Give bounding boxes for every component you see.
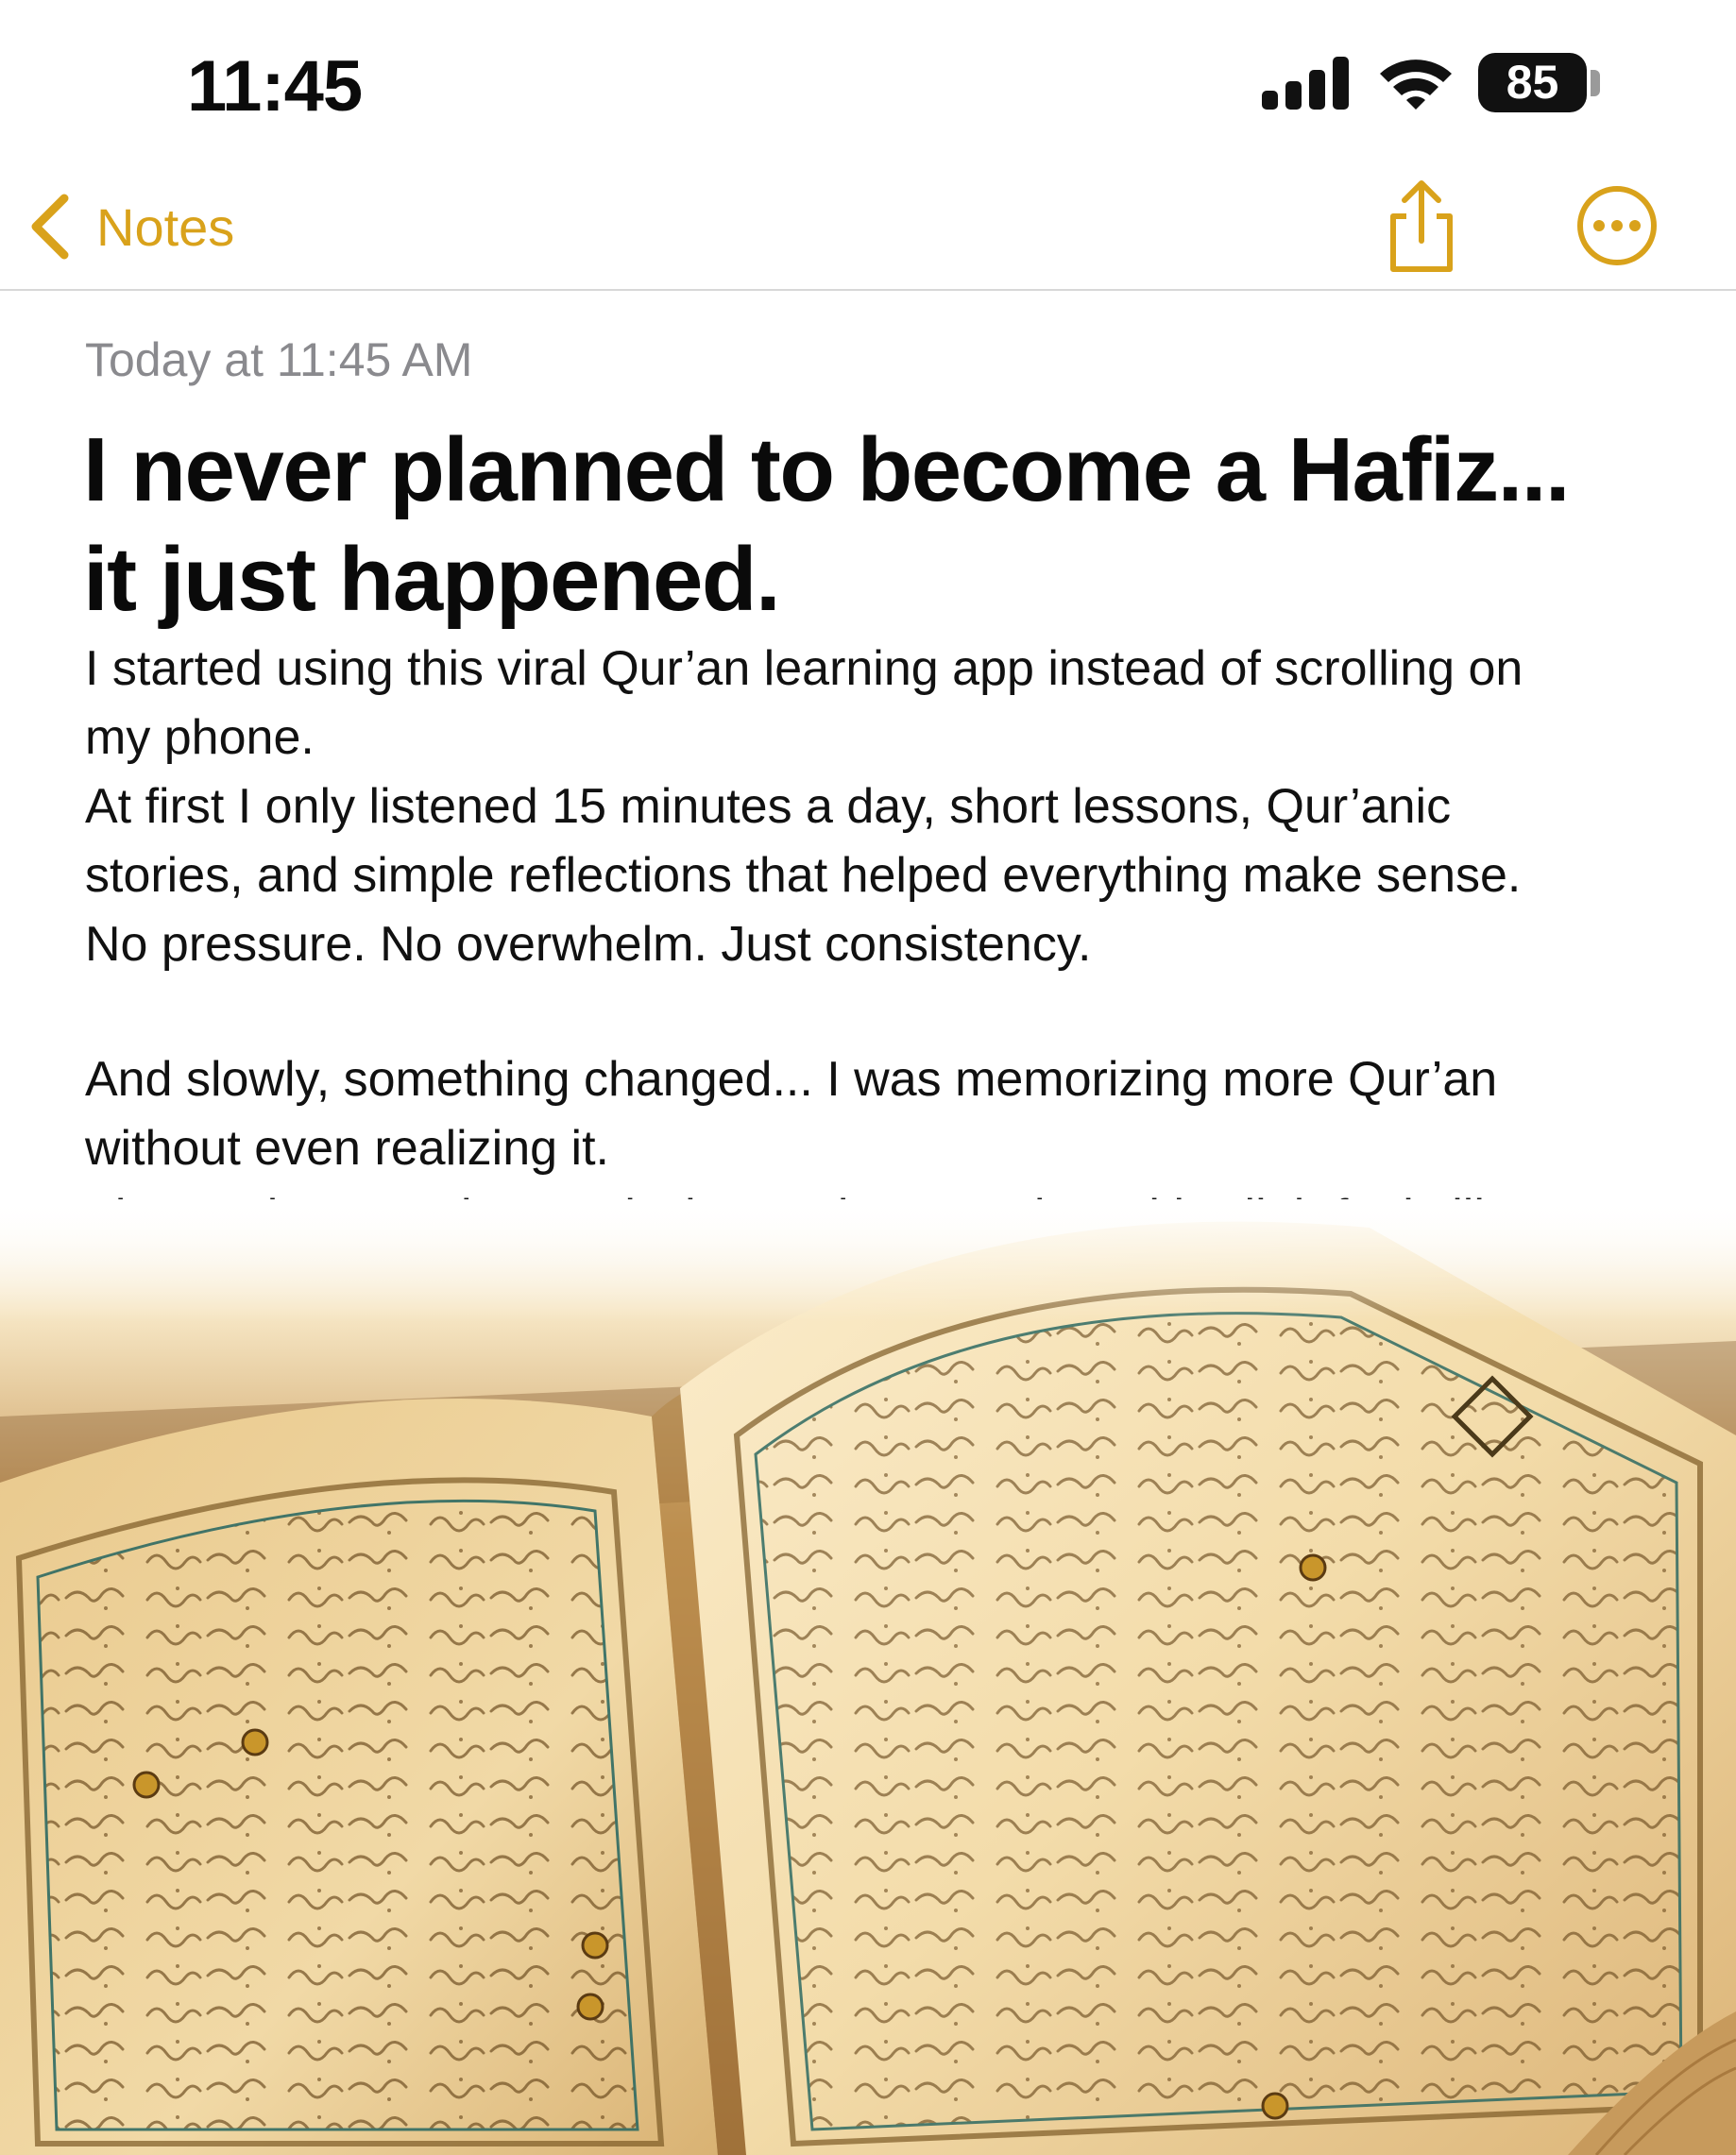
status-bar: [0, 0, 1736, 165]
status-time: 11:45: [187, 46, 363, 127]
battery-icon: 85: [1478, 53, 1587, 112]
paragraph-gap: [85, 979, 1691, 1045]
note-body-line: At first I only listened 15 minutes a day, short lessons, Qur’anic: [85, 779, 1452, 834]
note-title[interactable]: [83, 416, 1670, 635]
share-icon[interactable]: [1384, 177, 1459, 275]
note-date: Today at 11:45 AM: [85, 333, 473, 386]
note-title-line: it just happened.: [83, 529, 780, 630]
note-body[interactable]: [85, 635, 1691, 1252]
wifi-icon: [1377, 53, 1455, 111]
battery-cap: [1591, 70, 1600, 96]
note-body-line: I started using this viral Qur’an learning app instead of scrolling on: [85, 641, 1523, 696]
ellipsis-circle-icon[interactable]: [1575, 184, 1659, 267]
note-body-line: without even realizing it.: [85, 1121, 609, 1176]
cellular-signal-icon: [1262, 57, 1349, 110]
navigation-bar: [0, 165, 1736, 291]
note-body-line: stories, and simple reflections that helped everything make sense.: [85, 848, 1522, 903]
back-label: Notes: [96, 196, 235, 257]
back-button[interactable]: [28, 184, 234, 269]
book-illustration: [0, 1199, 1736, 2155]
chevron-left-icon: [28, 193, 70, 261]
note-body-line: No pressure. No overwhelm. Just consistency.: [85, 917, 1092, 972]
quran-book-image[interactable]: [0, 1199, 1736, 2155]
note-body-line: my phone.: [85, 710, 315, 765]
note-body-line: And slowly, something changed... I was memorizing more Qur’an: [85, 1052, 1498, 1107]
note-title-line: I never planned to become a Hafiz...: [83, 419, 1570, 520]
